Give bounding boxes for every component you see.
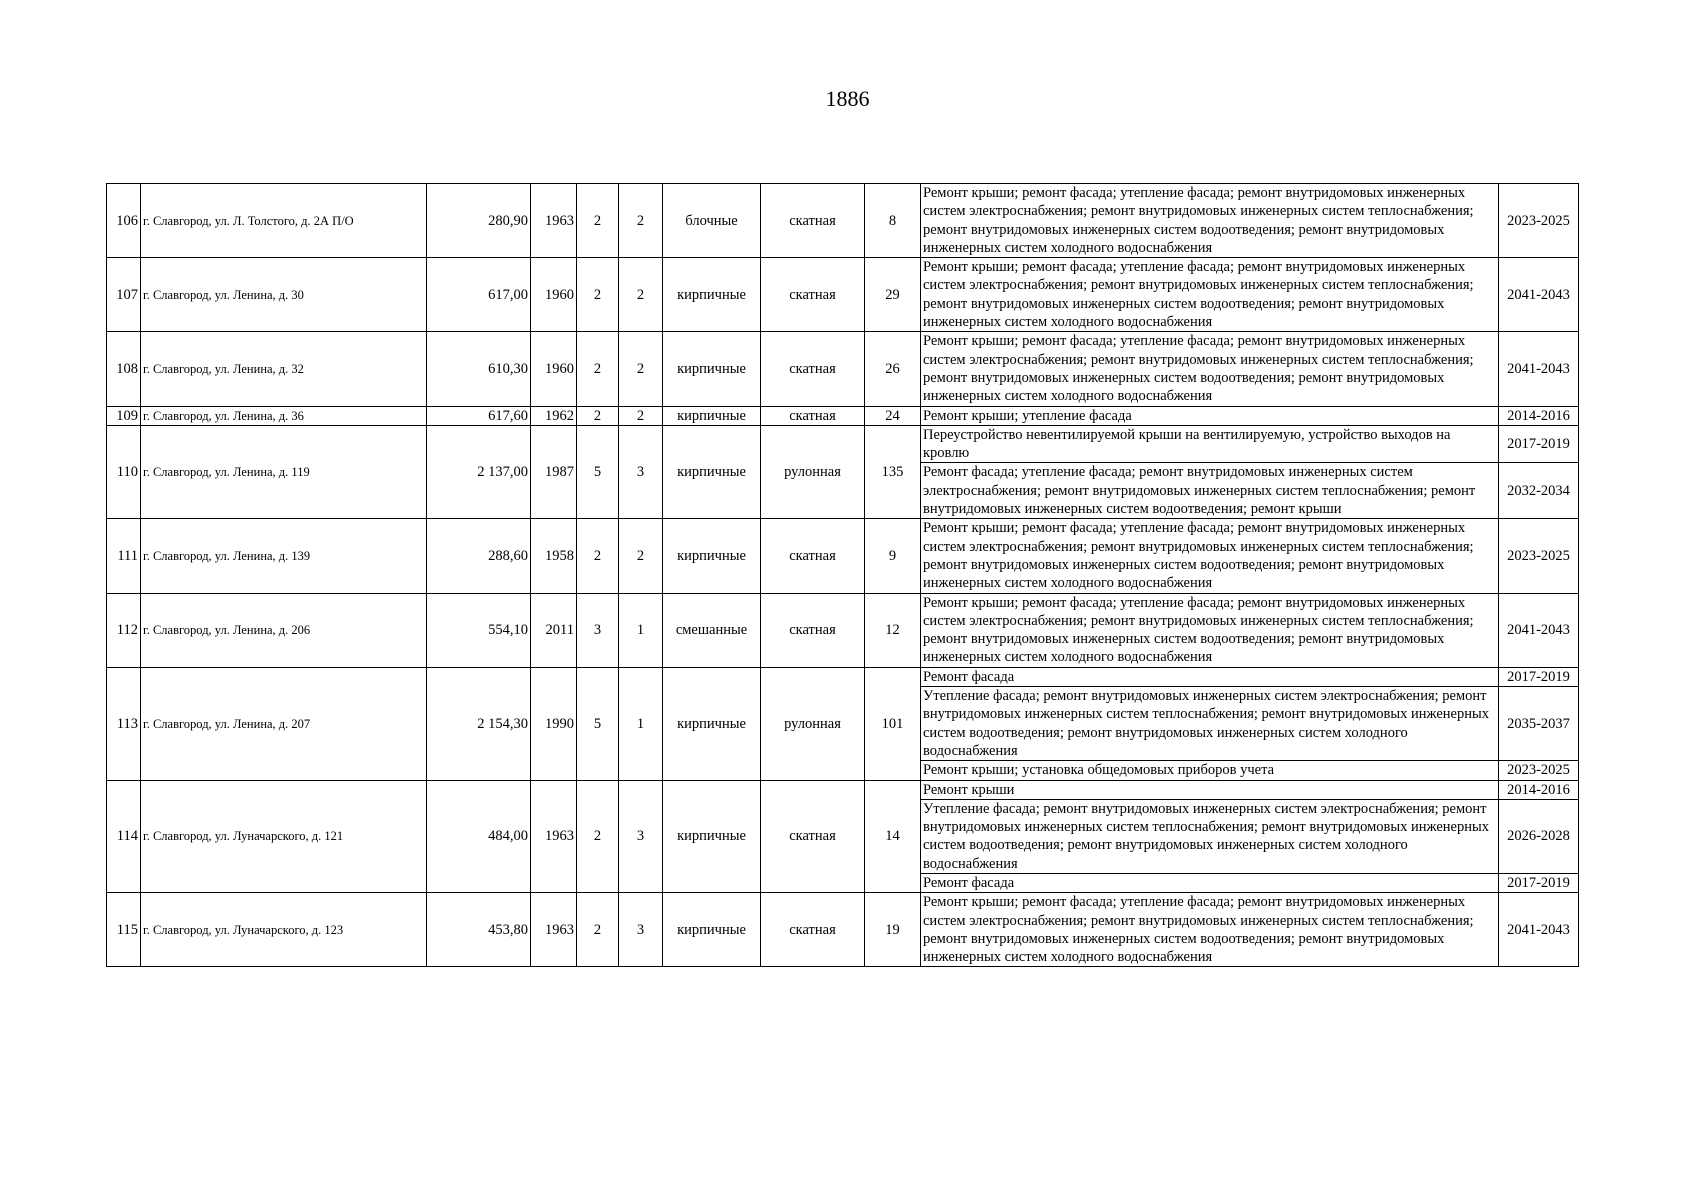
row-number: 111 — [107, 519, 141, 593]
area-cell: 554,10 — [427, 593, 531, 667]
year-cell: 1987 — [531, 425, 577, 518]
walls-material-cell: кирпичные — [663, 258, 761, 332]
apartments-cell: 24 — [865, 406, 921, 425]
work-description-cell: Ремонт крыши; ремонт фасада; утепление фасада; ремонт внутридомовых инженерных систем электроснабжения; ремонт внутридомовых инженерных систем теплоснабжения; ремонт внутридомовых инженерных систем водоотведения; ремонт внутридомовых инженерных систем холодного водоснабжения — [921, 893, 1499, 967]
apartments-cell: 19 — [865, 893, 921, 967]
work-description-cell: Ремонт крыши; ремонт фасада; утепление фасада; ремонт внутридомовых инженерных систем электроснабжения; ремонт внутридомовых инженерных систем теплоснабжения; ремонт внутридомовых инженерных систем водоотведения; ремонт внутридомовых инженерных систем холодного водоснабжения — [921, 593, 1499, 667]
work-description-cell: Ремонт крыши; установка общедомовых приборов учета — [921, 761, 1499, 780]
apartments-cell: 101 — [865, 667, 921, 780]
work-description-cell: Ремонт фасада — [921, 667, 1499, 686]
row-number: 106 — [107, 184, 141, 258]
table-row — [107, 184, 1579, 258]
row-number: 114 — [107, 780, 141, 893]
work-description-cell: Ремонт крыши; ремонт фасада; утепление фасада; ремонт внутридомовых инженерных систем электроснабжения; ремонт внутридомовых инженерных систем теплоснабжения; ремонт внутридомовых инженерных систем водоотведения; ремонт внутридомовых инженерных систем холодного водоснабжения — [921, 184, 1499, 258]
row-number: 112 — [107, 593, 141, 667]
address-cell: г. Славгород, ул. Луначарского, д. 121 — [141, 780, 427, 893]
table-row — [107, 332, 1579, 406]
work-period-cell: 2041-2043 — [1499, 893, 1579, 967]
table-row — [107, 258, 1579, 332]
apartments-cell: 26 — [865, 332, 921, 406]
area-cell: 453,80 — [427, 893, 531, 967]
work-description-cell: Ремонт крыши; ремонт фасада; утепление фасада; ремонт внутридомовых инженерных систем электроснабжения; ремонт внутридомовых инженерных систем теплоснабжения; ремонт внутридомовых инженерных систем водоотведения; ремонт внутридомовых инженерных систем холодного водоснабжения — [921, 258, 1499, 332]
entrances-cell: 2 — [619, 258, 663, 332]
work-description-cell: Ремонт крыши — [921, 780, 1499, 799]
table-row — [107, 667, 1579, 686]
work-period-cell: 2023-2025 — [1499, 519, 1579, 593]
entrances-cell: 2 — [619, 184, 663, 258]
work-period-cell: 2014-2016 — [1499, 406, 1579, 425]
floors-cell: 2 — [577, 332, 619, 406]
roof-type-cell: скатная — [761, 258, 865, 332]
apartments-cell: 135 — [865, 425, 921, 518]
floors-cell: 2 — [577, 406, 619, 425]
work-description-cell: Утепление фасада; ремонт внутридомовых инженерных систем электроснабжения; ремонт внутридомовых инженерных систем теплоснабжения; ремонт внутридомовых инженерных систем водоотведения; ремонт внутридомовых инженерных систем холодного водоснабжения — [921, 687, 1499, 761]
work-description-cell: Ремонт крыши; утепление фасада — [921, 406, 1499, 425]
floors-cell: 2 — [577, 780, 619, 893]
roof-type-cell: рулонная — [761, 667, 865, 780]
walls-material-cell: кирпичные — [663, 406, 761, 425]
address-cell: г. Славгород, ул. Ленина, д. 36 — [141, 406, 427, 425]
roof-type-cell: скатная — [761, 332, 865, 406]
apartments-cell: 9 — [865, 519, 921, 593]
floors-cell: 5 — [577, 425, 619, 518]
work-period-cell: 2023-2025 — [1499, 184, 1579, 258]
address-cell: г. Славгород, ул. Ленина, д. 119 — [141, 425, 427, 518]
entrances-cell: 2 — [619, 332, 663, 406]
table-row — [107, 593, 1579, 667]
floors-cell: 2 — [577, 184, 619, 258]
walls-material-cell: кирпичные — [663, 667, 761, 780]
work-period-cell: 2041-2043 — [1499, 593, 1579, 667]
address-cell: г. Славгород, ул. Ленина, д. 30 — [141, 258, 427, 332]
area-cell: 2 137,00 — [427, 425, 531, 518]
address-cell: г. Славгород, ул. Л. Толстого, д. 2А П/О — [141, 184, 427, 258]
table-row — [107, 519, 1579, 593]
work-description-cell: Ремонт фасада; утепление фасада; ремонт внутридомовых инженерных систем электроснабжения; ремонт внутридомовых инженерных систем теплоснабжения; ремонт внутридомовых инженерных систем водоотведения; ремонт крыши — [921, 463, 1499, 519]
year-cell: 1960 — [531, 332, 577, 406]
table-row — [107, 893, 1579, 967]
area-cell: 484,00 — [427, 780, 531, 893]
work-description-cell: Утепление фасада; ремонт внутридомовых инженерных систем электроснабжения; ремонт внутридомовых инженерных систем теплоснабжения; ремонт внутридомовых инженерных систем водоотведения; ремонт внутридомовых инженерных систем холодного водоснабжения — [921, 799, 1499, 873]
row-number: 108 — [107, 332, 141, 406]
address-cell: г. Славгород, ул. Ленина, д. 139 — [141, 519, 427, 593]
year-cell: 1958 — [531, 519, 577, 593]
table-body — [107, 184, 1579, 967]
work-period-cell: 2017-2019 — [1499, 425, 1579, 463]
row-number: 107 — [107, 258, 141, 332]
walls-material-cell: кирпичные — [663, 519, 761, 593]
roof-type-cell: скатная — [761, 406, 865, 425]
area-cell: 617,00 — [427, 258, 531, 332]
address-cell: г. Славгород, ул. Ленина, д. 206 — [141, 593, 427, 667]
year-cell: 1963 — [531, 184, 577, 258]
apartments-cell: 8 — [865, 184, 921, 258]
address-cell: г. Славгород, ул. Луначарского, д. 123 — [141, 893, 427, 967]
walls-material-cell: кирпичные — [663, 332, 761, 406]
year-cell: 1962 — [531, 406, 577, 425]
work-period-cell: 2026-2028 — [1499, 799, 1579, 873]
row-number: 110 — [107, 425, 141, 518]
entrances-cell: 1 — [619, 593, 663, 667]
row-number: 115 — [107, 893, 141, 967]
table-row — [107, 406, 1579, 425]
floors-cell: 2 — [577, 519, 619, 593]
work-period-cell: 2041-2043 — [1499, 258, 1579, 332]
year-cell: 1960 — [531, 258, 577, 332]
work-period-cell: 2017-2019 — [1499, 667, 1579, 686]
row-number: 109 — [107, 406, 141, 425]
work-description-cell: Ремонт фасада — [921, 873, 1499, 892]
apartments-cell: 14 — [865, 780, 921, 893]
entrances-cell: 3 — [619, 780, 663, 893]
entrances-cell: 1 — [619, 667, 663, 780]
area-cell: 2 154,30 — [427, 667, 531, 780]
page-number: 1886 — [825, 86, 870, 111]
work-description-cell: Ремонт крыши; ремонт фасада; утепление фасада; ремонт внутридомовых инженерных систем электроснабжения; ремонт внутридомовых инженерных систем теплоснабжения; ремонт внутридомовых инженерных систем водоотведения; ремонт внутридомовых инженерных систем холодного водоснабжения — [921, 332, 1499, 406]
work-period-cell: 2032-2034 — [1499, 463, 1579, 519]
floors-cell: 3 — [577, 593, 619, 667]
table-row — [107, 425, 1579, 463]
entrances-cell: 3 — [619, 425, 663, 518]
floors-cell: 2 — [577, 893, 619, 967]
area-cell: 288,60 — [427, 519, 531, 593]
table-row — [107, 780, 1579, 799]
roof-type-cell: скатная — [761, 184, 865, 258]
year-cell: 1990 — [531, 667, 577, 780]
floors-cell: 5 — [577, 667, 619, 780]
walls-material-cell: смешанные — [663, 593, 761, 667]
apartments-cell: 29 — [865, 258, 921, 332]
walls-material-cell: кирпичные — [663, 893, 761, 967]
work-description-cell: Ремонт крыши; ремонт фасада; утепление фасада; ремонт внутридомовых инженерных систем электроснабжения; ремонт внутридомовых инженерных систем теплоснабжения; ремонт внутридомовых инженерных систем водоотведения; ремонт внутридомовых инженерных систем холодного водоснабжения — [921, 519, 1499, 593]
roof-type-cell: скатная — [761, 519, 865, 593]
work-period-cell: 2014-2016 — [1499, 780, 1579, 799]
work-period-cell: 2023-2025 — [1499, 761, 1579, 780]
floors-cell: 2 — [577, 258, 619, 332]
area-cell: 280,90 — [427, 184, 531, 258]
year-cell: 1963 — [531, 893, 577, 967]
entrances-cell: 3 — [619, 893, 663, 967]
roof-type-cell: скатная — [761, 780, 865, 893]
row-number: 113 — [107, 667, 141, 780]
roof-type-cell: рулонная — [761, 425, 865, 518]
entrances-cell: 2 — [619, 519, 663, 593]
work-description-cell: Переустройство невентилируемой крыши на вентилируемую, устройство выходов на кровлю — [921, 425, 1499, 463]
walls-material-cell: кирпичные — [663, 780, 761, 893]
work-period-cell: 2017-2019 — [1499, 873, 1579, 892]
work-period-cell: 2035-2037 — [1499, 687, 1579, 761]
year-cell: 1963 — [531, 780, 577, 893]
walls-material-cell: блочные — [663, 184, 761, 258]
year-cell: 2011 — [531, 593, 577, 667]
area-cell: 610,30 — [427, 332, 531, 406]
address-cell: г. Славгород, ул. Ленина, д. 32 — [141, 332, 427, 406]
walls-material-cell: кирпичные — [663, 425, 761, 518]
work-period-cell: 2041-2043 — [1499, 332, 1579, 406]
entrances-cell: 2 — [619, 406, 663, 425]
housing-repair-table — [106, 183, 1579, 967]
apartments-cell: 12 — [865, 593, 921, 667]
address-cell: г. Славгород, ул. Ленина, д. 207 — [141, 667, 427, 780]
area-cell: 617,60 — [427, 406, 531, 425]
roof-type-cell: скатная — [761, 593, 865, 667]
roof-type-cell: скатная — [761, 893, 865, 967]
